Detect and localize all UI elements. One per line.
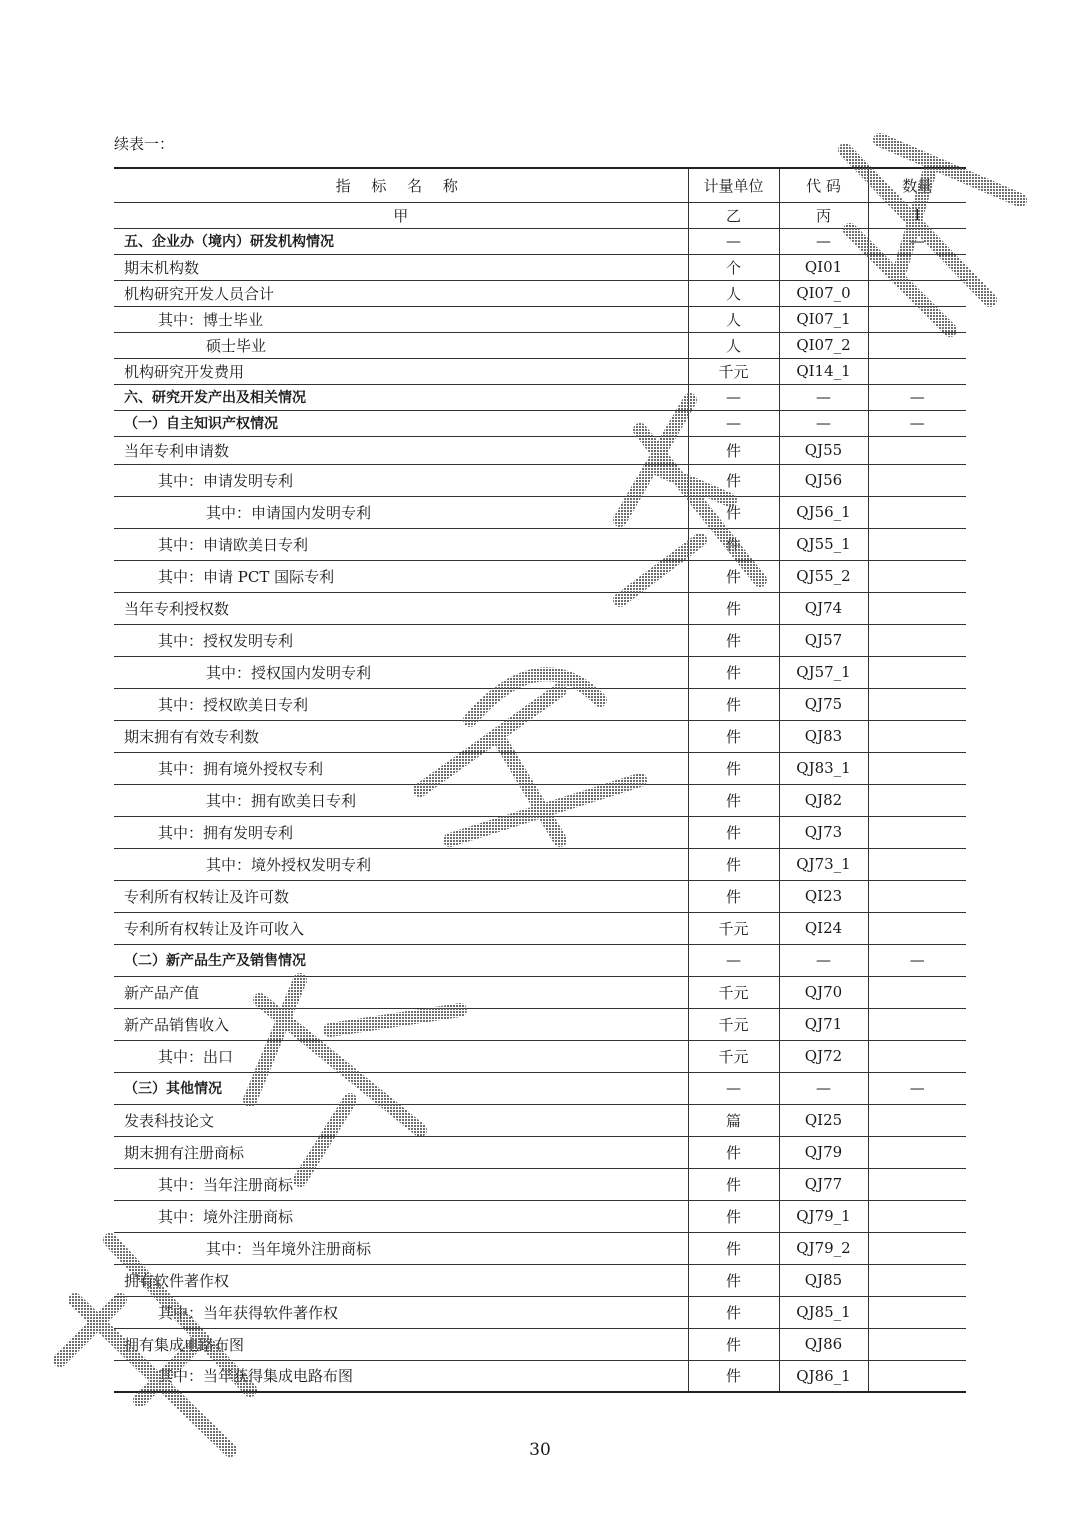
row-name-cell: 硕士毕业: [206, 336, 267, 355]
statistics-table: [114, 167, 966, 1393]
header-name: 指 标 名 称: [335, 176, 466, 195]
row-code-cell: QJ83_1: [779, 752, 868, 784]
row-code-cell: —: [779, 944, 868, 976]
row-code-cell: QJ56: [779, 464, 868, 496]
row-unit-cell: —: [688, 944, 779, 976]
row-name-cell: 期末机构数: [124, 258, 200, 277]
row-unit-cell: 千元: [688, 358, 779, 384]
row-code-cell: QJ79: [779, 1136, 868, 1168]
row-qty-cell: [868, 560, 966, 592]
row-unit-cell: 件: [688, 1136, 779, 1168]
row-code-cell: QJ75: [779, 688, 868, 720]
row-unit-cell: 千元: [688, 1040, 779, 1072]
row-name-cell: 其中：博士毕业: [158, 310, 264, 329]
row-name-cell: （二）新产品生产及销售情况: [124, 953, 306, 969]
row-name-cell: 其中：当年获得集成电路布图: [158, 1367, 354, 1386]
row-qty-cell: [868, 912, 966, 944]
row-qty-cell: [868, 720, 966, 752]
row-qty-cell: [868, 624, 966, 656]
row-unit-cell: 件: [688, 752, 779, 784]
row-unit-cell: 件: [688, 1328, 779, 1360]
row-qty-cell: [868, 254, 966, 280]
table-row: [114, 1296, 966, 1328]
row-unit-cell: 件: [688, 880, 779, 912]
row-code-cell: QJ57: [779, 624, 868, 656]
row-unit-cell: 件: [688, 688, 779, 720]
row-code-cell: QJ55_1: [779, 528, 868, 560]
row-name-cell: 其中：授权国内发明专利: [206, 663, 372, 682]
row-name-cell: 当年专利申请数: [124, 441, 230, 460]
table-row: [114, 1360, 966, 1392]
row-unit-cell: 件: [688, 1168, 779, 1200]
row-unit-cell: 件: [688, 656, 779, 688]
row-name-cell: 期末拥有有效专利数: [124, 727, 260, 746]
table-row: [114, 332, 966, 358]
row-code-cell: QI25: [779, 1104, 868, 1136]
table-row: [114, 1104, 966, 1136]
row-qty-cell: [868, 816, 966, 848]
row-qty-cell: [868, 280, 966, 306]
row-name-cell: 当年专利授权数: [124, 599, 230, 618]
row-qty-cell: [868, 784, 966, 816]
row-name-cell: 其中：授权发明专利: [158, 631, 294, 650]
row-unit-cell: 人: [688, 332, 779, 358]
row-code-cell: QJ85: [779, 1264, 868, 1296]
row-unit-cell: 件: [688, 464, 779, 496]
table-row: [114, 436, 966, 464]
row-qty-cell: —: [868, 410, 966, 436]
table-row: [114, 944, 966, 976]
table-row: [114, 592, 966, 624]
table-row: [114, 784, 966, 816]
letter-qty: 1: [868, 202, 966, 228]
table-row: [114, 1040, 966, 1072]
row-unit-cell: —: [688, 1072, 779, 1104]
table-row: [114, 880, 966, 912]
table-row: [114, 1200, 966, 1232]
row-qty-cell: [868, 464, 966, 496]
table-caption: 续表一：: [114, 135, 175, 153]
letter-code: 丙: [779, 202, 868, 228]
table-row: [114, 848, 966, 880]
page-number: 30: [529, 1440, 551, 1460]
row-code-cell: QJ86: [779, 1328, 868, 1360]
row-unit-cell: 千元: [688, 1008, 779, 1040]
row-unit-cell: 件: [688, 816, 779, 848]
row-name-cell: 其中：申请国内发明专利: [206, 503, 372, 522]
row-name-cell: 其中：拥有欧美日专利: [206, 791, 357, 810]
row-name-cell: 机构研究开发费用: [124, 362, 245, 381]
row-qty-cell: [868, 1232, 966, 1264]
table-row: [114, 656, 966, 688]
row-code-cell: —: [779, 410, 868, 436]
row-qty-cell: [868, 1136, 966, 1168]
row-qty-cell: [868, 306, 966, 332]
row-unit-cell: —: [688, 410, 779, 436]
row-code-cell: QJ79_2: [779, 1232, 868, 1264]
row-code-cell: QI01: [779, 254, 868, 280]
row-unit-cell: 件: [688, 496, 779, 528]
row-unit-cell: 件: [688, 1264, 779, 1296]
row-qty-cell: [868, 1360, 966, 1392]
row-name-cell: 其中：当年境外注册商标: [206, 1239, 372, 1258]
table-row: [114, 720, 966, 752]
row-code-cell: QI23: [779, 880, 868, 912]
row-unit-cell: 件: [688, 1200, 779, 1232]
row-code-cell: QJ56_1: [779, 496, 868, 528]
row-unit-cell: 件: [688, 848, 779, 880]
header-code: 代 码: [779, 168, 868, 202]
table-row: [114, 410, 966, 436]
row-unit-cell: 件: [688, 436, 779, 464]
row-qty-cell: [868, 528, 966, 560]
row-qty-cell: [868, 332, 966, 358]
row-qty-cell: [868, 1168, 966, 1200]
row-unit-cell: 个: [688, 254, 779, 280]
row-unit-cell: 件: [688, 592, 779, 624]
row-code-cell: QJ73_1: [779, 848, 868, 880]
row-unit-cell: 人: [688, 306, 779, 332]
row-name-cell: 其中：境外注册商标: [158, 1207, 294, 1226]
row-unit-cell: 件: [688, 720, 779, 752]
row-name-cell: 其中：申请欧美日专利: [158, 535, 309, 554]
letter-unit: 乙: [688, 202, 779, 228]
table-row: [114, 976, 966, 1008]
row-qty-cell: [868, 1328, 966, 1360]
row-code-cell: QJ55: [779, 436, 868, 464]
row-qty-cell: [868, 880, 966, 912]
row-code-cell: QJ57_1: [779, 656, 868, 688]
row-name-cell: 其中：境外授权发明专利: [206, 855, 372, 874]
row-unit-cell: 件: [688, 1296, 779, 1328]
table-row: [114, 816, 966, 848]
row-name-cell: 六、研究开发产出及相关情况: [124, 390, 306, 406]
row-code-cell: QJ73: [779, 816, 868, 848]
row-code-cell: QJ85_1: [779, 1296, 868, 1328]
table-row: [114, 1168, 966, 1200]
row-code-cell: QJ83: [779, 720, 868, 752]
row-code-cell: QJ77: [779, 1168, 868, 1200]
row-qty-cell: [868, 592, 966, 624]
row-code-cell: —: [779, 384, 868, 410]
header-unit: 计量单位: [688, 168, 779, 202]
row-name-cell: 其中：当年获得软件著作权: [158, 1303, 339, 1322]
row-name-cell: 新产品产值: [124, 983, 200, 1002]
row-qty-cell: —: [868, 944, 966, 976]
row-code-cell: QI24: [779, 912, 868, 944]
table-row: [114, 1232, 966, 1264]
row-name-cell: 其中：出口: [158, 1047, 234, 1066]
row-name-cell: 专利所有权转让及许可收入: [124, 919, 305, 938]
row-code-cell: QJ71: [779, 1008, 868, 1040]
table-row: [114, 1008, 966, 1040]
table-row: [114, 1264, 966, 1296]
table-row: [114, 280, 966, 306]
row-code-cell: QJ74: [779, 592, 868, 624]
table-row: [114, 1136, 966, 1168]
row-name-cell: 其中：当年注册商标: [158, 1175, 294, 1194]
row-qty-cell: [868, 688, 966, 720]
row-name-cell: 其中：拥有境外授权专利: [158, 759, 324, 778]
row-qty-cell: [868, 1200, 966, 1232]
row-code-cell: QJ82: [779, 784, 868, 816]
table-row: [114, 358, 966, 384]
row-name-cell: 发表科技论文: [124, 1111, 215, 1130]
table-row: [114, 254, 966, 280]
row-code-cell: QJ86_1: [779, 1360, 868, 1392]
row-code-cell: QJ72: [779, 1040, 868, 1072]
row-qty-cell: [868, 436, 966, 464]
row-qty-cell: [868, 1264, 966, 1296]
table-row: [114, 1072, 966, 1104]
letter-name: 甲: [393, 206, 409, 225]
table-row: [114, 560, 966, 592]
row-unit-cell: 人: [688, 280, 779, 306]
row-qty-cell: [868, 1040, 966, 1072]
table-body: [114, 228, 966, 1392]
row-qty-cell: [868, 1296, 966, 1328]
row-name-cell: 其中：申请发明专利: [158, 471, 294, 490]
row-code-cell: QJ79_1: [779, 1200, 868, 1232]
row-qty-cell: [868, 848, 966, 880]
table-row: [114, 1328, 966, 1360]
row-qty-cell: [868, 496, 966, 528]
row-name-cell: 专利所有权转让及许可数: [124, 887, 290, 906]
row-code-cell: QI14_1: [779, 358, 868, 384]
table-row: [114, 752, 966, 784]
row-unit-cell: 篇: [688, 1104, 779, 1136]
row-unit-cell: 件: [688, 1360, 779, 1392]
row-unit-cell: —: [688, 384, 779, 410]
row-unit-cell: 件: [688, 784, 779, 816]
row-qty-cell: —: [868, 1072, 966, 1104]
row-unit-cell: 千元: [688, 976, 779, 1008]
row-qty-cell: —: [868, 228, 966, 254]
header-qty: 数量: [868, 168, 966, 202]
row-qty-cell: [868, 1008, 966, 1040]
row-unit-cell: 件: [688, 1232, 779, 1264]
row-name-cell: 拥有集成电路布图: [124, 1335, 245, 1354]
row-code-cell: QJ70: [779, 976, 868, 1008]
row-name-cell: 拥有软件著作权: [124, 1271, 230, 1290]
row-code-cell: QI07_2: [779, 332, 868, 358]
table-row: [114, 528, 966, 560]
row-name-cell: 其中：授权欧美日专利: [158, 695, 309, 714]
row-unit-cell: 件: [688, 560, 779, 592]
row-qty-cell: [868, 976, 966, 1008]
row-unit-cell: —: [688, 228, 779, 254]
table-row: [114, 688, 966, 720]
row-code-cell: QI07_0: [779, 280, 868, 306]
row-qty-cell: —: [868, 384, 966, 410]
row-unit-cell: 件: [688, 528, 779, 560]
row-qty-cell: [868, 656, 966, 688]
row-unit-cell: 件: [688, 624, 779, 656]
row-qty-cell: [868, 358, 966, 384]
table-row: [114, 912, 966, 944]
table-row: [114, 624, 966, 656]
row-name-cell: 机构研究开发人员合计: [124, 284, 275, 303]
row-code-cell: QJ55_2: [779, 560, 868, 592]
table-row: [114, 384, 966, 410]
row-qty-cell: [868, 752, 966, 784]
row-name-cell: 其中：拥有发明专利: [158, 823, 294, 842]
table-row: [114, 496, 966, 528]
row-name-cell: （三）其他情况: [124, 1081, 222, 1097]
table-row: [114, 464, 966, 496]
row-name-cell: 新产品销售收入: [124, 1015, 230, 1034]
row-name-cell: 其中：申请 PCT 国际专利: [158, 567, 335, 586]
column-letter-row: [114, 202, 966, 228]
row-code-cell: QI07_1: [779, 306, 868, 332]
row-unit-cell: 千元: [688, 912, 779, 944]
row-qty-cell: [868, 1104, 966, 1136]
row-code-cell: —: [779, 1072, 868, 1104]
table-header-row: [114, 168, 966, 202]
row-name-cell: （一）自主知识产权情况: [124, 416, 278, 432]
row-name-cell: 期末拥有注册商标: [124, 1143, 245, 1162]
table-row: [114, 306, 966, 332]
row-name-cell: 五、企业办（境内）研发机构情况: [124, 234, 334, 250]
row-code-cell: —: [779, 228, 868, 254]
table-row: [114, 228, 966, 254]
